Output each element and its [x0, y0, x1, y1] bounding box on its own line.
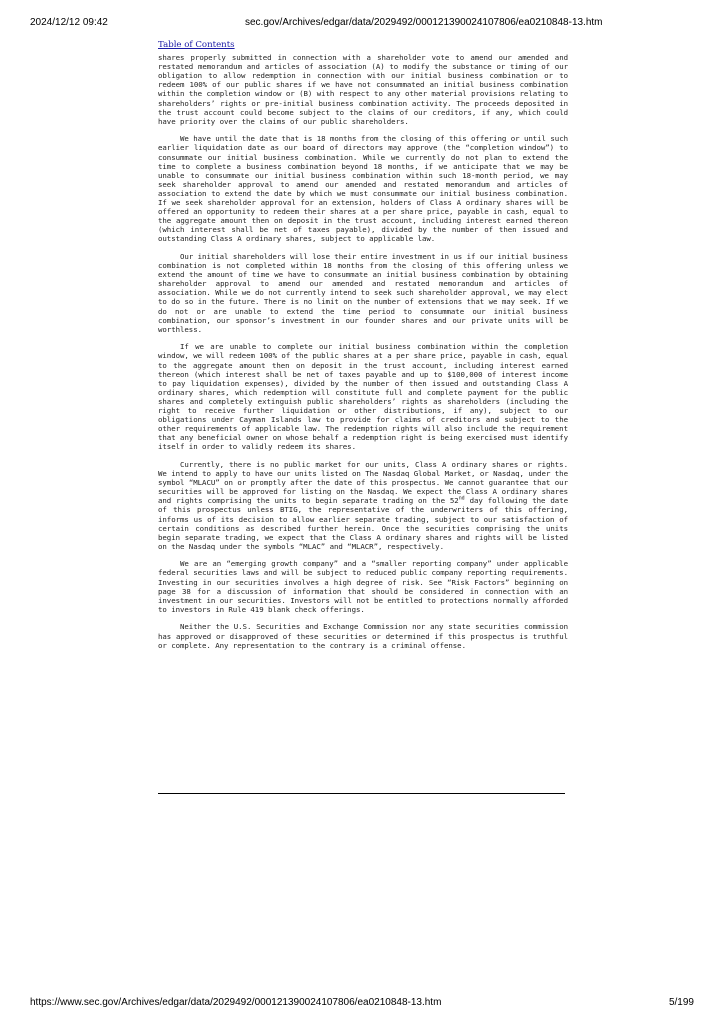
- print-header-url: sec.gov/Archives/edgar/data/2029492/000121390024107806/ea0210848-13.htm: [245, 17, 603, 28]
- section-divider: [158, 793, 565, 794]
- paragraph-redemption-vote: shares properly submitted in connection with a shareholder vote to amend our amended and restated memorandum and articles of association (A) to modify the substance or timing of our obligation to allow redemption in connection with our initial business combination or to redeem 100% of our public shares if we have not consummated an initial business combination within the completion window or (B) with respect to any other material provisions relating to shareholders’ rights or pre-initial business combination activity. The proceeds deposited in the trust account could become subject to the claims of our creditors, if any, which could have priority over the claims of our public shareholders.: [158, 53, 568, 126]
- print-datetime: 2024/12/12 09:42: [30, 17, 108, 28]
- paragraph-nasdaq-listing: [158, 460, 568, 551]
- print-footer: [30, 997, 694, 1011]
- page-number: 5/199: [668, 997, 694, 1008]
- table-of-contents-link[interactable]: Table of Contents: [158, 40, 235, 50]
- paragraph-emerging-growth: We are an “emerging growth company” and a “smaller reporting company” under applicable federal securities laws and will be subject to reduced public company reporting requirements. Investing in our securities involves a high degree of risk. See “Risk Factors” beginning on page 38 for a discussion of information that should be considered in connection with an investment in our securities. Investors will not be entitled to protections normally afforded to investors in Rule 419 blank check offerings.: [158, 559, 568, 614]
- paragraph-completion-window: We have until the date that is 18 months from the closing of this offering or until such earlier liquidation date as our board of directors may approve (the “completion window”) to consummate our initial business combination. While we currently do not plan to extend the time to complete a business combination beyond 18 months, if we anticipate that we may be unable to consummate our initial business combination within such 18-month period, we may seek shareholder approval to amend our amended and restated memorandum and articles of association to extend the date by which we must consummate our initial business combination. If we seek shareholder approval for an extension, holders of Class A ordinary shares will be offered an opportunity to redeem their shares at a per share price, payable in cash, equal to the aggregate amount then on deposit in the trust account, including interest earned thereon (which interest shall be net of taxes payable), divided by the number of then issued and outstanding Class A ordinary shares, subject to applicable law.: [158, 134, 568, 244]
- paragraph-redemption-rights: If we are unable to complete our initial business combination within the completion window, we will redeem 100% of the public shares at a per share price, payable in cash, equal to the aggregate amount then on deposit in the trust account, including interest earned thereon (which interest shall be net of taxes payable and up to $100,000 of interest income to pay liquidation expenses), divided by the number of then issued and outstanding Class A ordinary shares, which redemption will constitute full and complete payment for the public shares and completely extinguish public shareholders’ rights as shareholders (including the right to receive further liquidation or other distributions, if any), subject to our obligations under Cayman Islands law to provide for claims of creditors and subject to the other requirements of applicable law. The redemption rights will also include the requirement that any beneficial owner on whose behalf a redemption right is being exercised must identify itself in order to validly redeem its shares.: [158, 342, 568, 452]
- print-footer-url: https://www.sec.gov/Archives/edgar/data/2029492/000121390024107806/ea0210848-13.htm: [30, 997, 442, 1008]
- document-body: [158, 40, 568, 658]
- nasdaq-text-part-1: Currently, there is no public market for our units, Class A ordinary shares or rights. We intend to apply to have our units listed on The Nasdaq Global Market, or Nasdaq, under the symbol “MLACU” on or promptly after the date of this prospectus. We cannot guarantee that our securities will be approved for listing on the Nasdaq. We expect the Class A ordinary shares and rights comprising the units to begin separate trading on the 52: [158, 459, 568, 506]
- nasdaq-text-part-2: day following the date of this prospectus unless BTIG, the representative of the underwriters of this offering, informs us of its decision to allow earlier separate trading, subject to our satisfaction of certain conditions as described further herein. Once the securities comprising the units begin separate trading, we expect that the Class A ordinary shares and rights will be listed on the Nasdaq under the symbols “MLAC” and “MLACR”, respectively.: [158, 496, 568, 551]
- print-header: [30, 17, 694, 31]
- ordinal-suffix: nd: [458, 495, 465, 502]
- paragraph-sec-disclaimer: Neither the U.S. Securities and Exchange Commission nor any state securities commission has approved or disapproved of these securities or determined if this prospectus is truthful or complete. Any representation to the contrary is a criminal offense.: [158, 622, 568, 650]
- paragraph-initial-shareholders: Our initial shareholders will lose their entire investment in us if our initial business combination is not completed within 18 months from the closing of this offering unless we extend the amount of time we have to consummate an initial business combination by obtaining shareholder approval to amend our amended and restated memorandum and articles of association. While we do not currently intend to seek such shareholder approval, we may elect to do so in the future. There is no limit on the number of extensions that we may seek. If we do not or are unable to extend the time period to consummate our initial business combination, our sponsor’s investment in our founder shares and our private units will be worthless.: [158, 251, 568, 334]
